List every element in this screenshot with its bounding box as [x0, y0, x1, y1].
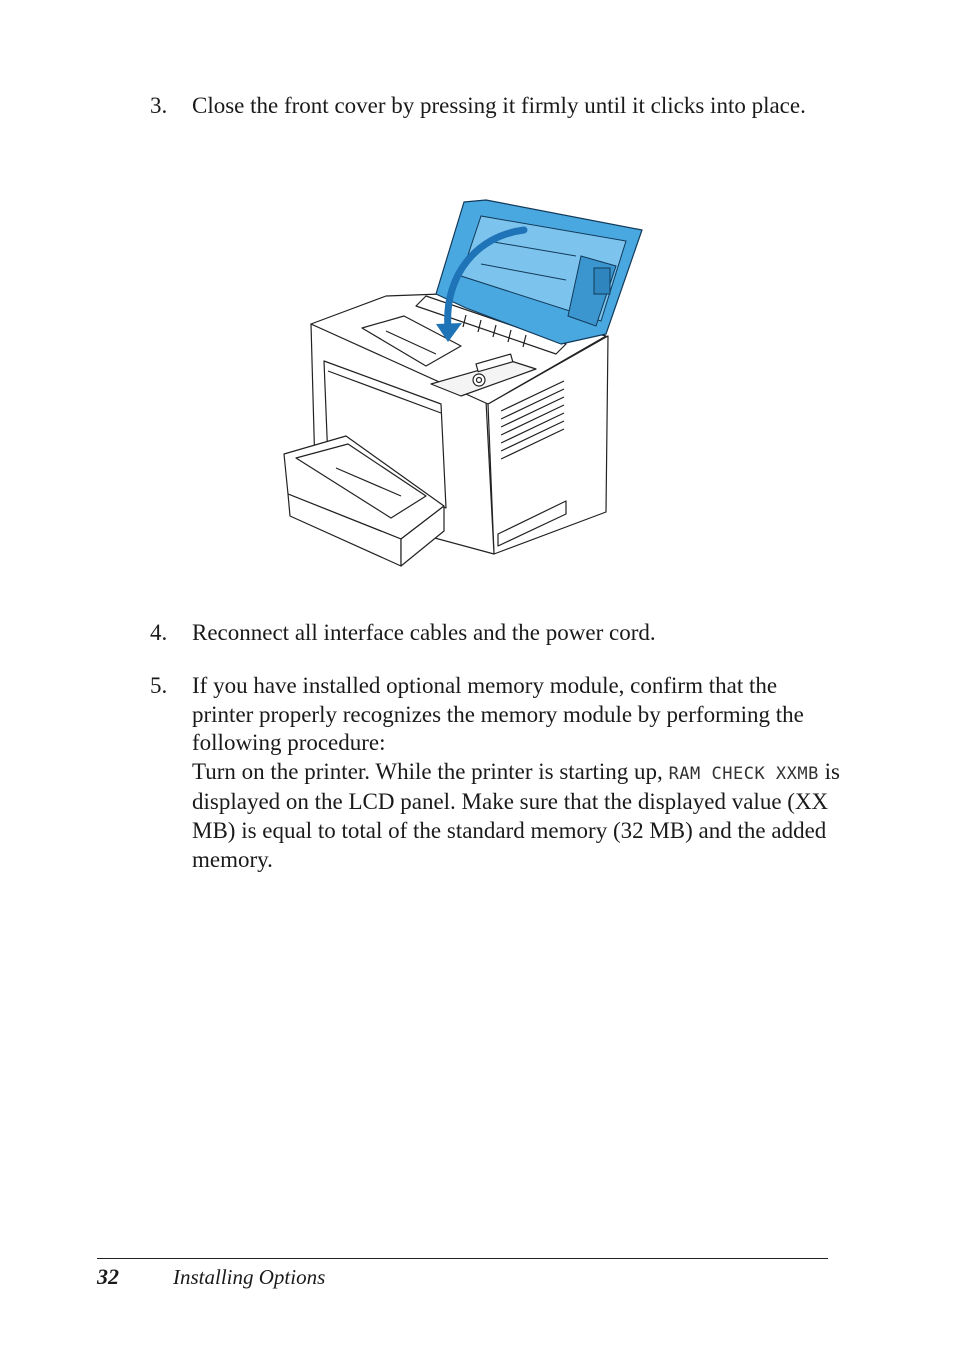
step-text: Close the front cover by pressing it firmly until it clicks into place. — [192, 93, 806, 118]
procedure-text — [192, 758, 840, 874]
procedure-prefix: Turn on the printer. While the printer is starting up, — [192, 758, 663, 784]
step-number: 4. — [150, 620, 168, 645]
procedure-suffix: is displayed on the LCD panel. Make sure that the displayed value (XX MB) is equal to total of the standard memory (32 MB) and the added memory. — [192, 758, 840, 872]
footer-divider — [97, 1258, 828, 1259]
step-number: 3. — [150, 93, 168, 118]
step-body — [192, 672, 840, 874]
section-title: Installing Options — [173, 1265, 326, 1289]
step-4 — [150, 619, 840, 648]
lcd-message: RAM CHECK XXMB — [668, 763, 819, 784]
step-5 — [150, 672, 840, 874]
step-text: Reconnect all interface cables and the power cord. — [192, 620, 656, 645]
printer-illustration — [276, 196, 646, 572]
step-number: 5. — [150, 673, 168, 698]
page-number: 32 — [97, 1264, 119, 1289]
step-intro: If you have installed optional memory module, confirm that the printer properly recognizes the memory module by performing the following procedure: — [192, 673, 804, 756]
step-3 — [150, 92, 840, 121]
